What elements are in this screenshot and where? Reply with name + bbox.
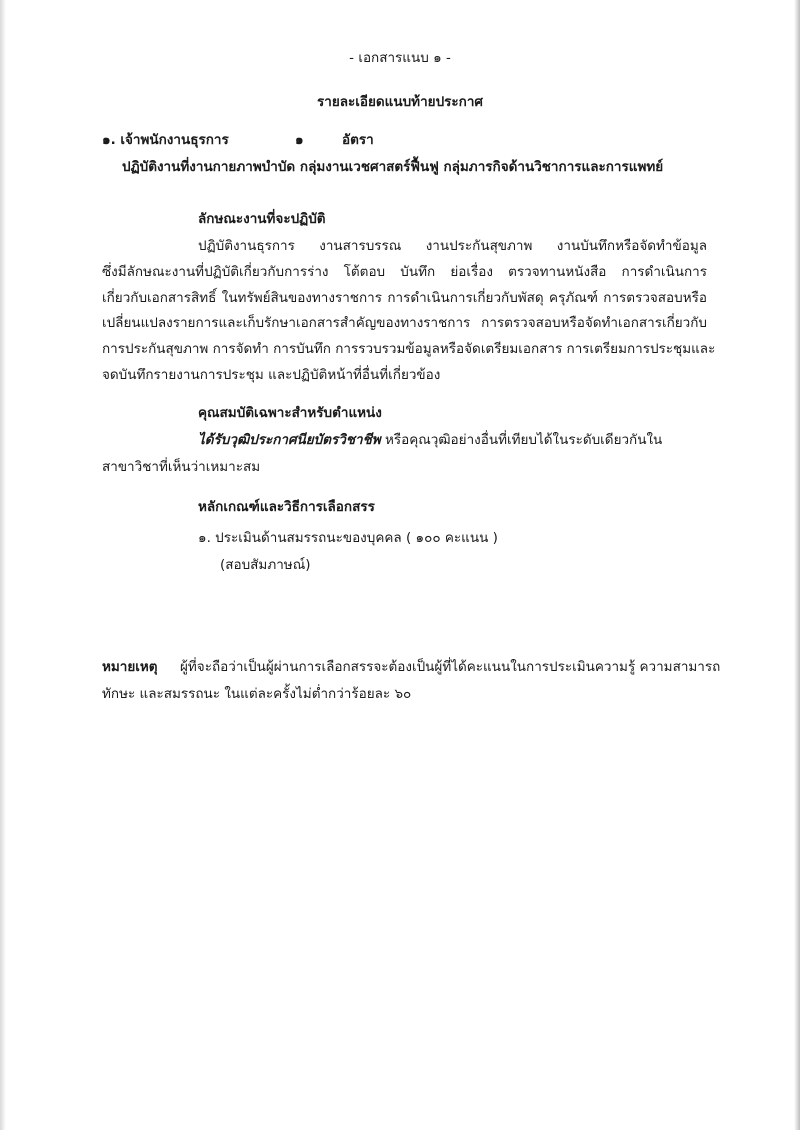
remark-line-2: ทักษะ และสมรรถนะ ในแต่ละครั้งไม่ต่ำกว่าร้อยละ ๖๐ xyxy=(102,686,412,702)
qualifications-line-2: สาขาวิชาที่เห็นว่าเหมาะสม xyxy=(102,459,261,475)
qualifications-line-1-rest: หรือคุณวุฒิอย่างอื่นที่เทียบได้ในระดับเดียวกันใน xyxy=(380,432,663,448)
selection-item-1: ๑. ประเมินด้านสมรรถนะของบุคคล ( ๑๐๐ คะแนน ) xyxy=(198,530,498,546)
duties-heading: ลักษณะงานที่จะปฏิบัติ xyxy=(198,211,326,227)
position-workplace: ปฏิบัติงานที่งานกายภาพบำบัด กลุ่มงานเวชศาสตร์ฟื้นฟู กลุ่มภารกิจด้านวิชาการและการแพทย์ xyxy=(122,159,664,175)
duties-line-2: ซึ่งมีลักษณะงานที่ปฏิบัติเกี่ยวกับการร่าง โต้ตอบ บันทึก ย่อเรื่อง ตรวจทานหนังสือ การดำเนินการ xyxy=(102,264,707,280)
duties-line-6: จดบันทึกรายงานการประชุม และปฏิบัติหน้าที่อื่นที่เกี่ยวข้อง xyxy=(102,367,441,383)
attachment-label: - เอกสารแนบ ๑ - xyxy=(349,50,451,66)
duties-line-3: เกี่ยวกับเอกสารสิทธิ์ ในทรัพย์สินของทางราชการ การดำเนินการเกี่ยวกับพัสดุ ครุภัณฑ์ การตรวจสอบหรือ xyxy=(102,290,707,306)
selection-item-1-note: (สอบสัมภาษณ์) xyxy=(220,557,311,573)
document-title: รายละเอียดแนบท้ายประกาศ xyxy=(317,94,483,110)
position-count: ๑ xyxy=(295,132,304,148)
position-title: ๑. เจ้าพนักงานธุรการ xyxy=(102,132,229,148)
qualifications-emphasis: ได้รับวุฒิประกาศนียบัตรวิชาชีพ xyxy=(198,432,381,448)
duties-line-1: ปฏิบัติงานธุรการ งานสารบรรณ งานประกันสุขภาพ งานบันทึกหรือจัดทำข้อมูล xyxy=(198,238,707,254)
duties-line-4: เปลี่ยนแปลงรายการและเก็บรักษาเอกสารสำคัญของทางราชการ การตรวจสอบหรือจัดทำเอกสารเกี่ยวกับ xyxy=(102,315,707,331)
scan-edge-right xyxy=(794,0,800,1130)
scan-edge-left xyxy=(0,0,6,1130)
qualifications-heading: คุณสมบัติเฉพาะสำหรับตำแหน่ง xyxy=(198,405,382,421)
qualifications-line-1 xyxy=(198,430,662,450)
position-count-unit: อัตรา xyxy=(342,132,374,148)
duties-line-5: การประกันสุขภาพ การจัดทำ การบันทึก การรวบรวมข้อมูลหรือจัดเตรียมเอกสาร การเตรียมการประชุมและ xyxy=(102,341,716,357)
remark-label: หมายเหตุ xyxy=(102,659,158,675)
selection-heading: หลักเกณฑ์และวิธีการเลือกสรร xyxy=(198,499,375,515)
remark-line-1: ผู้ที่จะถือว่าเป็นผู้ผ่านการเลือกสรรจะต้องเป็นผู้ที่ได้คะแนนในการประเมินความรู้ ความสามารถ xyxy=(180,659,721,675)
